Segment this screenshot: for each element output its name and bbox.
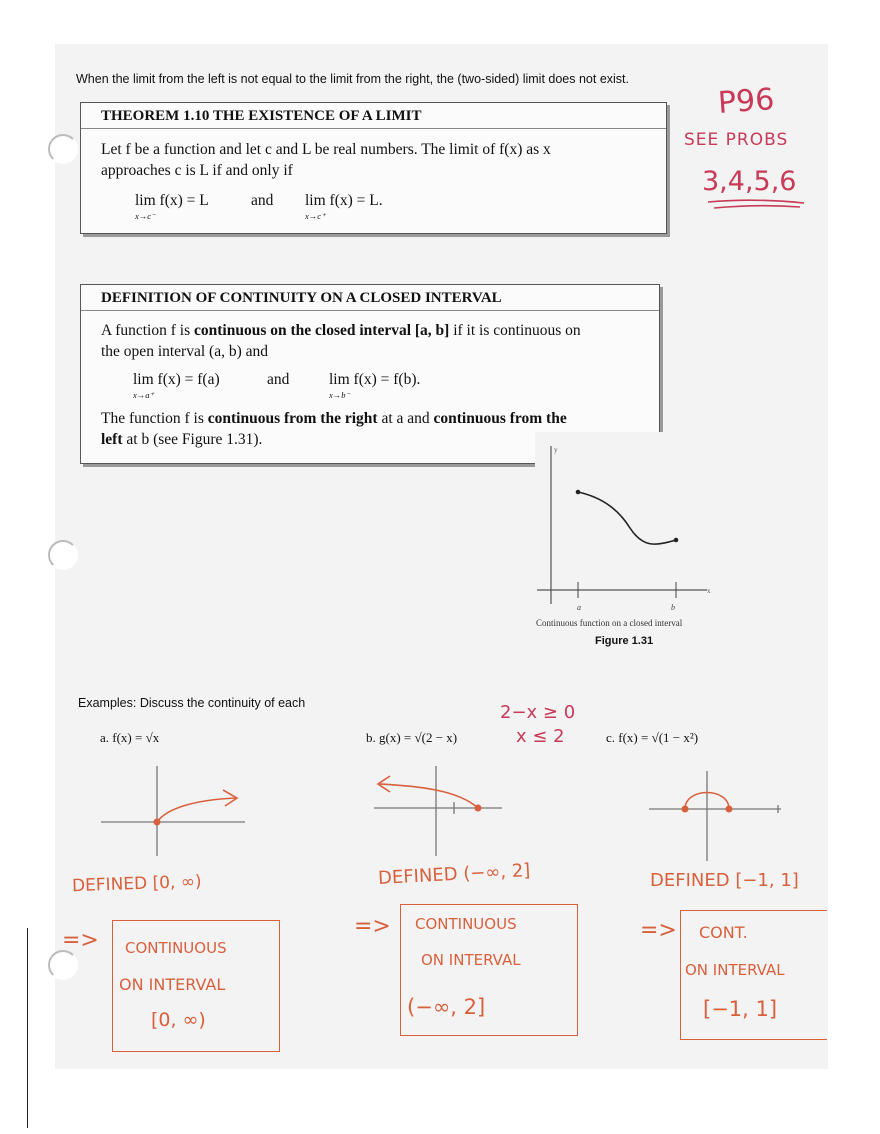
definition-lim-left <box>133 371 220 400</box>
lim-right-expr: lim f(x) = L. <box>305 192 383 209</box>
conclusion-box-b <box>400 904 578 1036</box>
def-text: at a and <box>377 410 434 427</box>
def-text: at b (see Figure 1.31). <box>122 431 263 448</box>
example-a: a. f(x) = √x <box>100 730 160 745</box>
tick-b-label: b <box>671 603 675 612</box>
endpoint-b <box>674 538 679 543</box>
defined-b: DEFINED (−∞, 2] <box>377 860 531 889</box>
def-bold: left <box>101 431 123 448</box>
punch-hole <box>48 950 78 980</box>
box-b-line1: CONTINUOUS <box>415 915 517 933</box>
handwritten-prob-nums: 3,4,5,6 <box>702 166 797 197</box>
intro-text: When the limit from the left is not equal to the limit from the right, the (two-sided) limit does not exist. <box>76 72 630 86</box>
figure-caption: Continuous function on a closed interval <box>536 618 683 628</box>
figure-label: Figure 1.31 <box>595 635 654 647</box>
box-a-line2: ON INTERVAL <box>119 975 226 994</box>
margin-line <box>27 928 28 1128</box>
def-text: The function f is <box>101 410 208 427</box>
defined-a: DEFINED [0, ∞) <box>71 871 202 897</box>
handwritten-underline <box>700 196 810 212</box>
definition-and: and <box>267 371 290 388</box>
box-c-line3: [−1, 1] <box>703 997 778 1021</box>
note-b-inequality: 2−x ≥ 0 <box>500 702 576 723</box>
conclusion-box-a <box>112 920 280 1052</box>
theorem-line1: Let f be a function and let c and L be real numbers. The limit of f(x) as x <box>101 141 551 158</box>
definition-lim-right <box>329 371 421 400</box>
definition-line3 <box>101 408 567 429</box>
def-bold: continuous on the closed interval [a, b] <box>194 322 450 339</box>
function-curve <box>578 492 676 544</box>
box-b-line3: (−∞, 2] <box>407 995 486 1019</box>
lim-right-sub: x→b⁻ <box>329 390 351 400</box>
sketch-graph-c <box>645 765 785 865</box>
endpoint-a <box>576 490 581 495</box>
definition-line2: the open interval (a, b) and <box>101 343 268 360</box>
definition-line4 <box>101 429 262 450</box>
theorem-lim-left <box>135 192 209 221</box>
def-bold: continuous from the right <box>207 410 378 427</box>
figure-graph <box>535 432 730 622</box>
definition-line1 <box>101 320 581 341</box>
figure-1-31 <box>535 432 730 647</box>
arrow-c: => <box>640 918 677 943</box>
def-text: if it is continuous on <box>449 322 581 339</box>
sketch-graph-b <box>368 760 508 860</box>
punch-hole <box>48 540 78 570</box>
theorem-title: THEOREM 1.10 THE EXISTENCE OF A LIMIT <box>81 103 666 129</box>
lim-left-expr: lim f(x) = L <box>135 192 209 209</box>
box-b-line2: ON INTERVAL <box>421 951 521 969</box>
theorem-line2: approaches c is L if and only if <box>101 162 293 179</box>
defined-c: DEFINED [−1, 1] <box>650 870 799 891</box>
lim-left-sub: x→c⁻ <box>135 211 156 221</box>
theorem-lim-right <box>305 192 383 221</box>
handwritten-page: P96 <box>716 82 776 121</box>
box-c-line1: CONT. <box>699 923 748 942</box>
lim-right-expr: lim f(x) = f(b). <box>329 371 421 388</box>
sketch-graph-a <box>95 760 255 860</box>
lim-left-sub: x→a⁺ <box>133 390 155 400</box>
arrow-b: => <box>354 914 391 939</box>
definition-title: DEFINITION OF CONTINUITY ON A CLOSED INTERVAL <box>81 285 659 311</box>
def-text: A function f is <box>101 322 194 339</box>
examples-heading: Examples: Discuss the continuity of each <box>78 696 306 710</box>
def-bold: continuous from the <box>433 410 567 427</box>
punch-hole <box>48 134 78 164</box>
y-axis-label: y <box>554 446 558 454</box>
x-axis-label: x <box>707 587 711 595</box>
box-c-line2: ON INTERVAL <box>685 961 785 979</box>
handwritten-see-probs: SEE PROBS <box>684 130 789 150</box>
example-c: c. f(x) = √(1 − x²) <box>606 730 699 745</box>
note-b-result: x ≤ 2 <box>516 726 565 747</box>
arrow-a: => <box>62 928 99 953</box>
theorem-and: and <box>251 192 274 209</box>
box-a-line3: [0, ∞) <box>151 1009 206 1031</box>
box-a-line1: CONTINUOUS <box>125 939 227 957</box>
lim-left-expr: lim f(x) = f(a) <box>133 371 220 388</box>
tick-a-label: a <box>577 603 581 612</box>
lim-right-sub: x→c⁺ <box>305 211 326 221</box>
theorem-box <box>80 102 667 234</box>
example-b: b. g(x) = √(2 − x) <box>366 730 458 745</box>
conclusion-box-c <box>680 910 827 1040</box>
